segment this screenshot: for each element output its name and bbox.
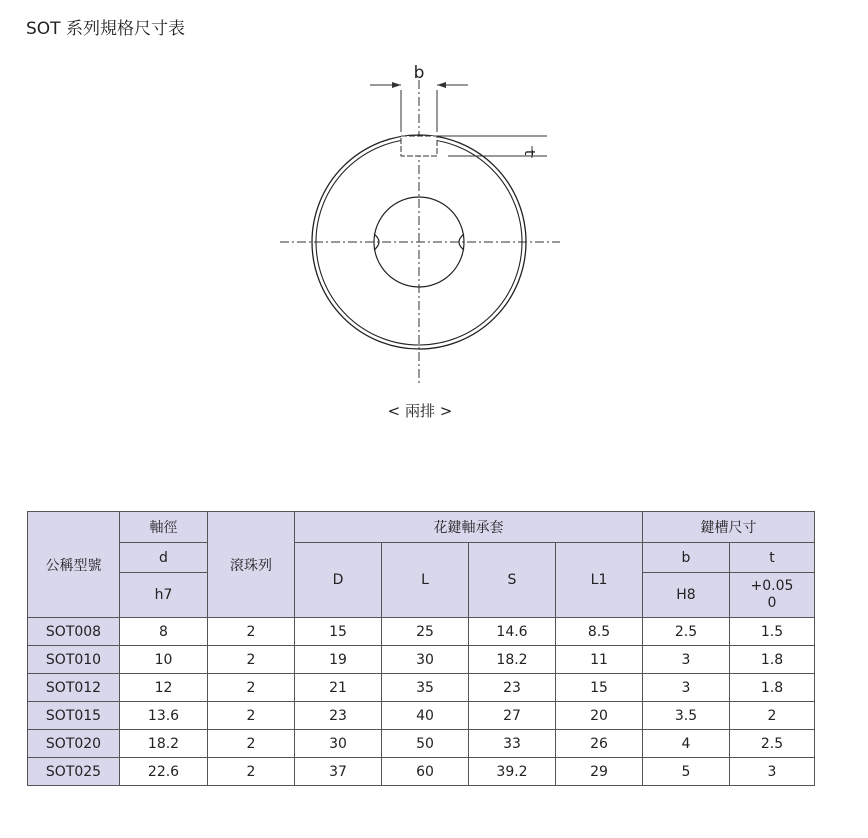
cell-b: 3 bbox=[643, 674, 730, 702]
cross-section-diagram bbox=[270, 60, 570, 435]
header-L: L bbox=[382, 543, 469, 618]
cell-d: 13.6 bbox=[120, 702, 208, 730]
cell-D: 37 bbox=[295, 758, 382, 786]
cell-L: 40 bbox=[382, 702, 469, 730]
cell-d: 12 bbox=[120, 674, 208, 702]
header-D: D bbox=[295, 543, 382, 618]
header-keyway: 鍵槽尺寸 bbox=[643, 512, 815, 543]
cell-d: 8 bbox=[120, 618, 208, 646]
t-label: t bbox=[521, 150, 537, 156]
cell-model: SOT015 bbox=[28, 702, 120, 730]
header-balls: 滾珠列 bbox=[208, 512, 295, 618]
cell-L1: 26 bbox=[556, 730, 643, 758]
header-shaft-tolerance: h7 bbox=[120, 573, 208, 618]
cell-L: 50 bbox=[382, 730, 469, 758]
cell-S: 23 bbox=[469, 674, 556, 702]
cell-b: 4 bbox=[643, 730, 730, 758]
cell-S: 27 bbox=[469, 702, 556, 730]
cell-L1: 11 bbox=[556, 646, 643, 674]
page-title: SOT 系列規格尺寸表 bbox=[26, 19, 185, 39]
table-row bbox=[28, 702, 815, 730]
cell-t: 1.8 bbox=[730, 674, 815, 702]
diagram-drawing bbox=[270, 60, 570, 400]
cell-L: 25 bbox=[382, 618, 469, 646]
cell-d: 22.6 bbox=[120, 758, 208, 786]
header-b: b bbox=[643, 543, 730, 573]
cell-t: 2 bbox=[730, 702, 815, 730]
cell-L1: 15 bbox=[556, 674, 643, 702]
cell-D: 23 bbox=[295, 702, 382, 730]
cell-ball-rows: 2 bbox=[208, 702, 295, 730]
header-sleeve: 花鍵軸承套 bbox=[295, 512, 643, 543]
cell-ball-rows: 2 bbox=[208, 730, 295, 758]
cell-t: 2.5 bbox=[730, 730, 815, 758]
header-b-tolerance: H8 bbox=[643, 573, 730, 618]
cell-t: 1.5 bbox=[730, 618, 815, 646]
cell-ball-rows: 2 bbox=[208, 618, 295, 646]
cell-S: 14.6 bbox=[469, 618, 556, 646]
header-S: S bbox=[469, 543, 556, 618]
cell-d: 18.2 bbox=[120, 730, 208, 758]
cell-S: 33 bbox=[469, 730, 556, 758]
cell-t: 1.8 bbox=[730, 646, 815, 674]
header-t-tolerance bbox=[730, 573, 815, 618]
cell-b: 2.5 bbox=[643, 618, 730, 646]
header-L1: L1 bbox=[556, 543, 643, 618]
cell-model: SOT012 bbox=[28, 674, 120, 702]
cell-t: 3 bbox=[730, 758, 815, 786]
cell-model: SOT020 bbox=[28, 730, 120, 758]
cell-model: SOT010 bbox=[28, 646, 120, 674]
cell-D: 30 bbox=[295, 730, 382, 758]
cell-L1: 29 bbox=[556, 758, 643, 786]
table-row bbox=[28, 758, 815, 786]
cell-S: 18.2 bbox=[469, 646, 556, 674]
cell-S: 39.2 bbox=[469, 758, 556, 786]
cell-b: 3.5 bbox=[643, 702, 730, 730]
cell-D: 19 bbox=[295, 646, 382, 674]
header-t: t bbox=[730, 543, 815, 573]
cell-ball-rows: 2 bbox=[208, 646, 295, 674]
cell-D: 15 bbox=[295, 618, 382, 646]
cell-ball-rows: 2 bbox=[208, 758, 295, 786]
table-row bbox=[28, 674, 815, 702]
cell-L1: 20 bbox=[556, 702, 643, 730]
b-arrow-left bbox=[392, 82, 401, 88]
spec-table bbox=[27, 511, 815, 786]
cell-L: 35 bbox=[382, 674, 469, 702]
cell-d: 10 bbox=[120, 646, 208, 674]
table-row bbox=[28, 618, 815, 646]
diagram-caption: < 兩排 > bbox=[387, 402, 453, 420]
header-shaft-d: d bbox=[120, 543, 208, 573]
cell-D: 21 bbox=[295, 674, 382, 702]
t-tolerance-upper: +0.05 bbox=[750, 578, 794, 594]
cell-b: 5 bbox=[643, 758, 730, 786]
b-label: b bbox=[413, 63, 425, 83]
b-arrow-right bbox=[437, 82, 446, 88]
t-tolerance-lower: 0 bbox=[767, 595, 777, 611]
header-model: 公稱型號 bbox=[28, 512, 120, 618]
header-shaft: 軸徑 bbox=[120, 512, 208, 543]
cell-L: 30 bbox=[382, 646, 469, 674]
cell-model: SOT025 bbox=[28, 758, 120, 786]
table-row bbox=[28, 646, 815, 674]
table-row bbox=[28, 730, 815, 758]
cell-b: 3 bbox=[643, 646, 730, 674]
cell-L: 60 bbox=[382, 758, 469, 786]
cell-ball-rows: 2 bbox=[208, 674, 295, 702]
cell-L1: 8.5 bbox=[556, 618, 643, 646]
keyway-slot bbox=[401, 136, 437, 156]
cell-model: SOT008 bbox=[28, 618, 120, 646]
